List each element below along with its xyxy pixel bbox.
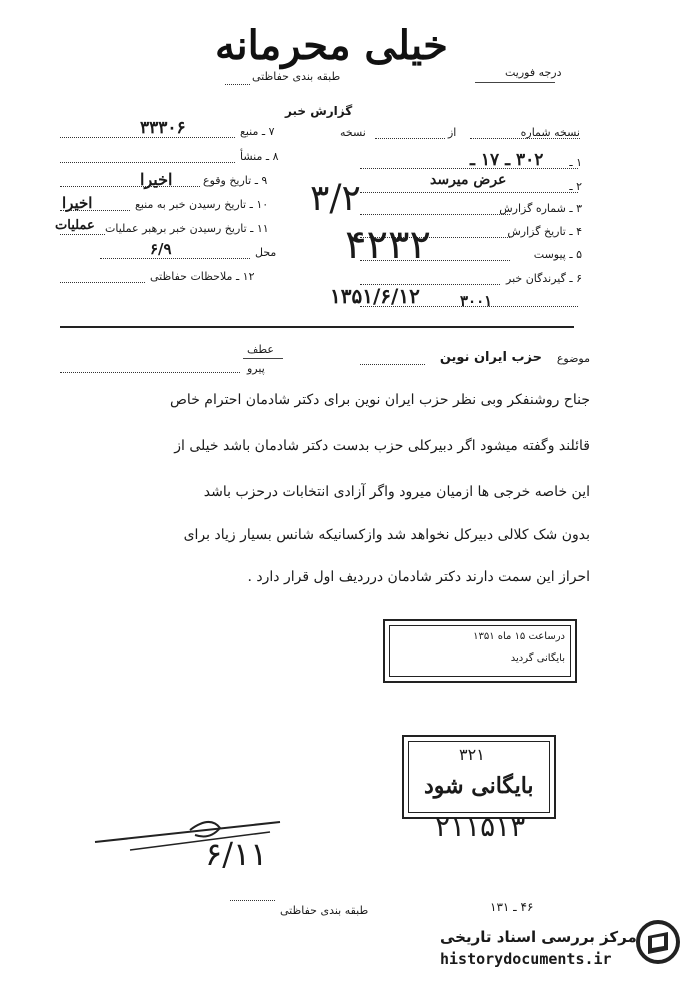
classification-label: طبقه بندی حفاظتی <box>252 70 341 83</box>
peyro-label: پیرو <box>247 362 265 375</box>
body-line-5: احراز این سمت دارند دکتر شادمان درردیف اول قرار دارد . <box>247 569 590 585</box>
copy-number-label: نسخه شماره <box>520 126 580 139</box>
field-12-dots <box>60 282 145 283</box>
field-11-dots <box>60 234 105 235</box>
form-number: ۴۶ ـ ۱۳۱ <box>490 900 534 914</box>
hand-big-number-a: ۳/۲ <box>310 178 361 219</box>
atf-label: عطف <box>247 343 274 356</box>
watermark-title: مرکز بررسی اسناد تاریخی <box>440 928 637 946</box>
hand-field-6: ۳۰۰۱ <box>460 292 493 310</box>
copy-number-dots <box>470 138 580 139</box>
top-secret-stamp: خیلی محرمانه <box>215 22 448 69</box>
file-stamp-text: بایگانی شود <box>424 773 534 799</box>
subject-label: موضوع <box>556 352 590 365</box>
subject-dots <box>360 364 425 365</box>
body-line-3: این خاصه خرجی ها ازمیان میرود واگر آزادی انتخابات درحزب باشد <box>203 484 590 500</box>
archive-logo-icon-svg <box>640 924 676 960</box>
body-line-1: جناح روشنفکر وبی نظر حزب ایران نوین برای دکتر شادمان احترام خاص <box>170 392 590 408</box>
body-line-4: بدون شک کلالی دبیرکل نخواهد شد وازکسانیکه شانس بسیار زیاد برای <box>183 527 590 543</box>
field-10-label: ۱۰ ـ تاریخ رسیدن خبر به منبع <box>135 198 269 211</box>
peyro-dots <box>60 372 240 373</box>
field-8-label: ۸ ـ منشأ <box>240 150 279 163</box>
body-line-2: قائلند وگفته میشود اگر دبیرکلی حزب بدست دکتر شادمان باشد خیلی از <box>174 438 590 454</box>
hand-date: ۱۳۵۱/۶/۱۲ <box>330 284 420 308</box>
copy-of-label: از <box>448 126 457 139</box>
archive-stamp <box>383 619 577 683</box>
place-dots <box>100 258 250 259</box>
field-9-label: ۹ ـ تاریخ وقوع <box>203 174 268 187</box>
priority-label: درجه فوریت <box>505 66 562 79</box>
section-divider <box>60 326 574 328</box>
hand-big-number-b: ۴۲۳۲ <box>345 222 431 268</box>
copy-of-dots <box>375 138 445 139</box>
classification-dots <box>225 84 250 85</box>
subject-value: حزب ایران نوین <box>439 350 542 365</box>
hand-field-1: ۳۰۲ ـ ۱۷ ـ <box>470 150 544 170</box>
field-3-label: ۳ ـ شماره گزارش <box>499 202 582 215</box>
file-number: ۲۱۱۵۱۳ <box>435 810 526 843</box>
signature-date: ۶/۱۱ <box>205 835 268 873</box>
field-7-label: ۷ ـ منبع <box>240 125 275 138</box>
file-stamp-number: ۳۲۱ <box>459 745 485 764</box>
archive-logo-icon <box>636 920 680 964</box>
atf-line <box>243 358 283 359</box>
field-1-label: ۱ ـ <box>569 156 582 169</box>
footer-classification: طبقه بندی حفاظتی <box>280 904 369 917</box>
hand-field-11: عملیات <box>55 218 95 233</box>
field-12-label: ۱۲ ـ ملاحظات حفاظتی <box>150 270 255 283</box>
place-label: محل <box>255 246 277 259</box>
field-9-dots <box>60 186 200 187</box>
hand-field-7: ۳۳۳۰۶ <box>140 118 186 138</box>
field-6-label: ۶ ـ گیرندگان خبر <box>506 272 582 285</box>
hand-place: ۶/۹ <box>150 240 172 258</box>
archive-stamp-line1: درساعت ۱۵ ماه ۱۳۵۱ <box>473 631 565 642</box>
field-4-label: ۴ ـ تاریخ گزارش <box>507 225 582 238</box>
hand-field-2: عرض میرسد <box>430 172 507 188</box>
priority-line <box>475 82 555 83</box>
hand-field-10: اخیرا <box>62 194 93 212</box>
archive-stamp-line2: بایگانی گردید <box>510 653 565 664</box>
field-3-dots <box>360 214 510 215</box>
file-stamp <box>402 735 556 819</box>
watermark-url[interactable]: historydocuments.ir <box>440 950 612 968</box>
report-title: گزارش خبر <box>285 104 353 118</box>
field-5-label: ۵ ـ پیوست <box>533 248 582 261</box>
field-8-dots <box>60 162 235 163</box>
field-1-dots <box>360 168 578 169</box>
field-2-label: ۲ ـ <box>569 180 582 193</box>
footer-dots <box>230 900 275 901</box>
hand-field-9: اخیرا <box>140 170 173 189</box>
field-11-label: ۱۱ ـ تاریخ رسیدن خبر برهبر عملیات <box>105 222 269 235</box>
field-2-dots <box>360 192 578 193</box>
copy-label: نسخه <box>340 126 366 139</box>
